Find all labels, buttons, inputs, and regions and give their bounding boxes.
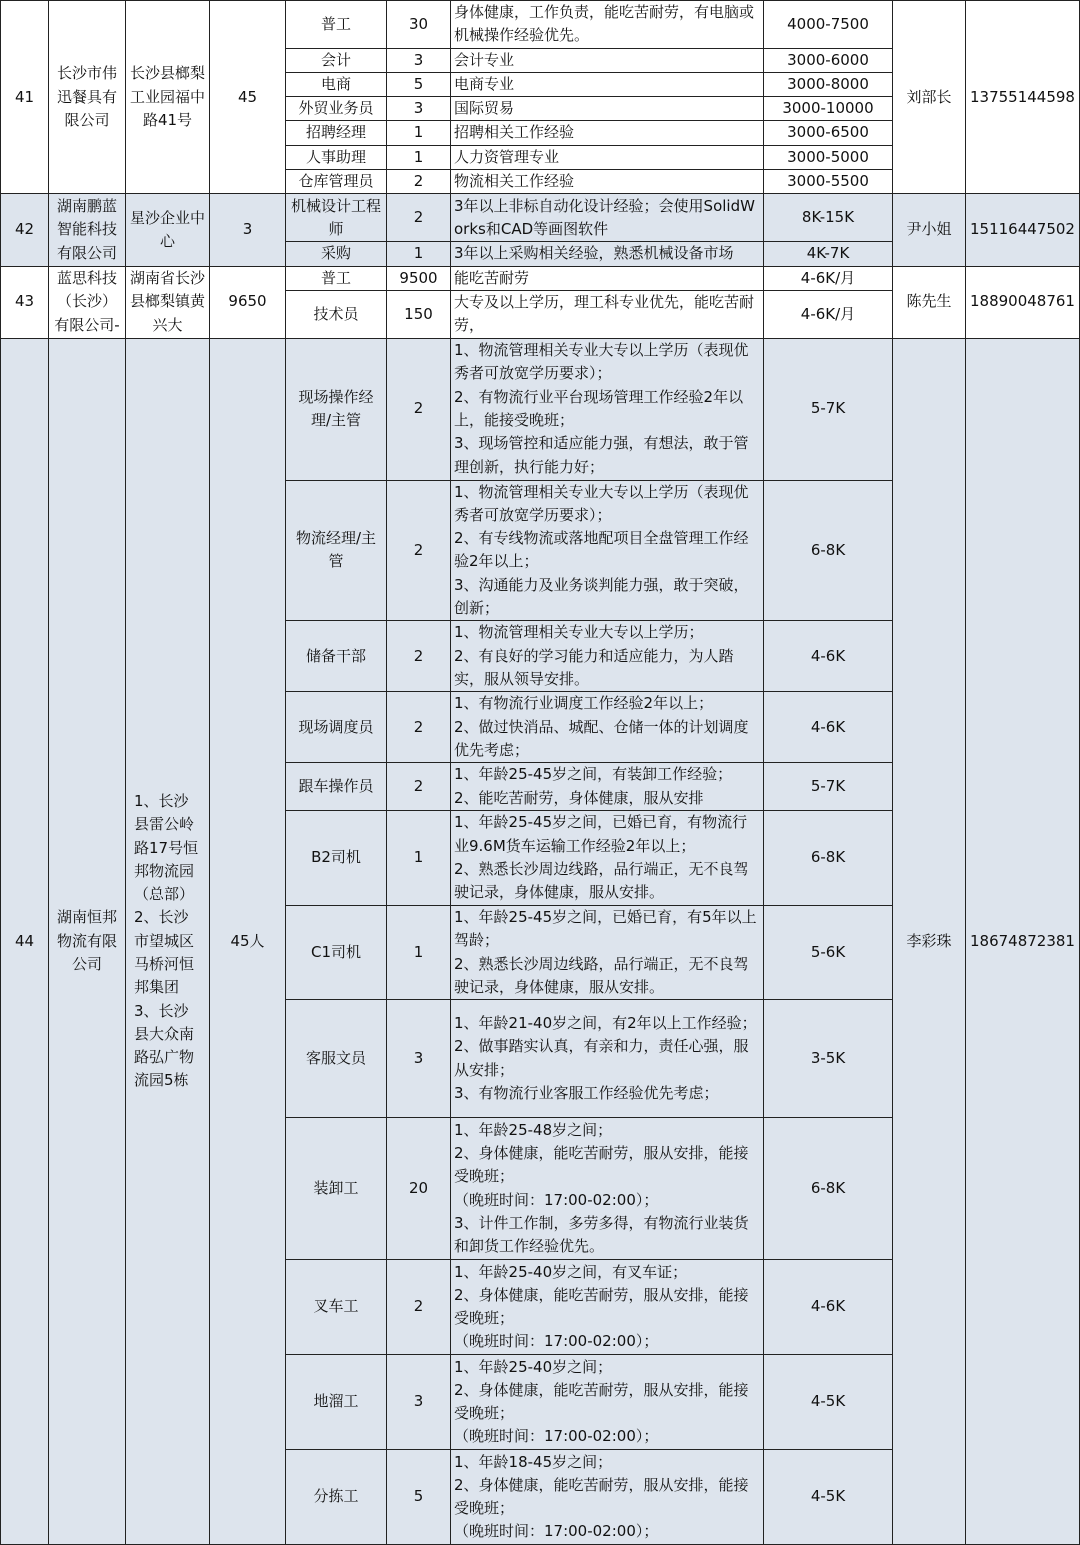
job-title: 采购	[286, 242, 387, 266]
contact-person: 尹小姐	[893, 194, 966, 266]
job-salary: 4-5K	[764, 1355, 893, 1450]
job-requirements: 1、年龄25-40岁之间，有叉车证； 2、身体健康，能吃苦耐劳，服从安排，能接受晚班； （晚班时间：17:00-02:00）；	[451, 1260, 764, 1355]
job-title: 会计	[286, 48, 387, 72]
job-salary: 4K-7K	[764, 242, 893, 266]
job-count: 150	[387, 290, 451, 338]
job-requirements: 1、物流管理相关专业大专以上学历； 2、有良好的学习能力和适应能力，为人踏实，服从领导安排。	[451, 621, 764, 692]
company-group-41	[1, 1, 1080, 194]
job-count: 3	[387, 48, 451, 72]
total-headcount: 45人	[210, 338, 286, 1545]
job-title: 地溜工	[286, 1355, 387, 1450]
job-requirements: 电商专业	[451, 72, 764, 96]
job-salary: 3000-6500	[764, 121, 893, 145]
contact-person: 陈先生	[893, 266, 966, 338]
job-title: B2司机	[286, 810, 387, 905]
contact-phone: 18674872381	[966, 338, 1080, 1545]
job-requirements: 招聘相关工作经验	[451, 121, 764, 145]
job-count: 2	[387, 692, 451, 763]
job-requirements: 1、年龄21-40岁之间，有2年以上工作经验； 2、做事踏实认真，有亲和力，责任心强，服从安排； 3、有物流行业客服工作经验优先考虑；	[451, 1000, 764, 1118]
job-salary: 4-5K	[764, 1450, 893, 1545]
job-salary: 4000-7500	[764, 1, 893, 49]
job-title: 仓库管理员	[286, 170, 387, 194]
company-name: 长沙市伟迅餐具有限公司	[49, 1, 126, 194]
job-title: 分拣工	[286, 1450, 387, 1545]
job-count: 9500	[387, 266, 451, 290]
job-count: 1	[387, 121, 451, 145]
job-title: C1司机	[286, 905, 387, 999]
job-count: 2	[387, 338, 451, 480]
job-title: 人事助理	[286, 145, 387, 169]
job-count: 1	[387, 810, 451, 905]
job-count: 20	[387, 1118, 451, 1260]
contact-phone: 15116447502	[966, 194, 1080, 266]
total-headcount: 9650	[210, 266, 286, 338]
job-salary: 6-8K	[764, 1118, 893, 1260]
job-requirements: 1、年龄25-45岁之间，已婚已育，有5年以上驾龄； 2、熟悉长沙周边线路，品行端正，无不良驾驶记录，身体健康，服从安排。	[451, 905, 764, 999]
company-number: 43	[1, 266, 49, 338]
job-requirements: 大专及以上学历，理工科专业优先，能吃苦耐劳，	[451, 290, 764, 338]
company-number: 41	[1, 1, 49, 194]
job-requirements: 物流相关工作经验	[451, 170, 764, 194]
job-count: 30	[387, 1, 451, 49]
company-address: 1、长沙县雷公岭路17号恒邦物流园（总部） 2、长沙市望城区马桥河恒邦集团 3、长沙县大众南路弘广物流园5栋	[126, 338, 210, 1545]
contact-phone: 18890048761	[966, 266, 1080, 338]
company-group-43	[1, 266, 1080, 338]
job-title: 技术员	[286, 290, 387, 338]
job-count: 2	[387, 170, 451, 194]
job-title: 客服文员	[286, 1000, 387, 1118]
contact-phone: 13755144598	[966, 1, 1080, 194]
job-count: 1	[387, 242, 451, 266]
job-requirements: 1、年龄25-40岁之间； 2、身体健康，能吃苦耐劳，服从安排，能接受晚班； （晚班时间：17:00-02:00）；	[451, 1355, 764, 1450]
job-count: 1	[387, 905, 451, 999]
job-requirements: 1、年龄18-45岁之间； 2、身体健康，能吃苦耐劳，服从安排，能接受晚班； （晚班时间：17:00-02:00）；	[451, 1450, 764, 1545]
job-title: 储备干部	[286, 621, 387, 692]
job-requirements: 能吃苦耐劳	[451, 266, 764, 290]
job-salary: 4-6K/月	[764, 290, 893, 338]
job-requirements: 3年以上非标自动化设计经验；会使用SolidWorks和CAD等画图软件	[451, 194, 764, 242]
job-title: 现场调度员	[286, 692, 387, 763]
total-headcount: 45	[210, 1, 286, 194]
job-title: 机械设计工程师	[286, 194, 387, 242]
job-salary: 3-5K	[764, 1000, 893, 1118]
company-number: 44	[1, 338, 49, 1545]
job-requirements: 1、有物流行业调度工作经验2年以上； 2、做过快消品、城配、仓储一体的计划调度优先考虑；	[451, 692, 764, 763]
contact-person: 李彩珠	[893, 338, 966, 1545]
job-salary: 4-6K	[764, 692, 893, 763]
job-title: 普工	[286, 1, 387, 49]
job-requirements: 1、年龄25-48岁之间； 2、身体健康，能吃苦耐劳，服从安排，能接受晚班； （晚班时间：17:00-02:00）； 3、计件工作制，多劳多得，有物流行业装货和卸货工作经验优先。	[451, 1118, 764, 1260]
company-address: 湖南省长沙县榔梨镇黄兴大	[126, 266, 210, 338]
job-requirements: 身体健康，工作负责，能吃苦耐劳，有电脑或机械操作经验优先。	[451, 1, 764, 49]
company-number: 42	[1, 194, 49, 266]
total-headcount: 3	[210, 194, 286, 266]
job-salary: 4-6K/月	[764, 266, 893, 290]
job-title: 招聘经理	[286, 121, 387, 145]
job-title: 现场操作经理/主管	[286, 338, 387, 480]
job-count: 5	[387, 72, 451, 96]
company-name: 湖南恒邦物流有限公司	[49, 338, 126, 1545]
job-salary: 6-8K	[764, 480, 893, 621]
job-title: 外贸业务员	[286, 97, 387, 121]
job-count: 3	[387, 1355, 451, 1450]
contact-person: 刘部长	[893, 1, 966, 194]
job-title: 电商	[286, 72, 387, 96]
job-requirements: 国际贸易	[451, 97, 764, 121]
job-salary: 3000-5000	[764, 145, 893, 169]
table-row	[1, 194, 1080, 242]
job-count: 2	[387, 1260, 451, 1355]
table-row	[1, 1, 1080, 49]
job-count: 3	[387, 97, 451, 121]
job-salary: 6-8K	[764, 810, 893, 905]
company-address: 星沙企业中心	[126, 194, 210, 266]
job-title: 物流经理/主管	[286, 480, 387, 621]
job-count: 3	[387, 1000, 451, 1118]
job-salary: 5-7K	[764, 338, 893, 480]
company-name: 湖南鹏蓝智能科技有限公司	[49, 194, 126, 266]
company-address: 长沙县榔梨工业园福中路41号	[126, 1, 210, 194]
job-title: 跟车操作员	[286, 763, 387, 811]
job-salary: 8K-15K	[764, 194, 893, 242]
job-requirements: 会计专业	[451, 48, 764, 72]
company-group-44	[1, 338, 1080, 1545]
job-count: 2	[387, 480, 451, 621]
job-salary: 3000-5500	[764, 170, 893, 194]
job-salary: 4-6K	[764, 621, 893, 692]
job-count: 1	[387, 145, 451, 169]
job-title: 装卸工	[286, 1118, 387, 1260]
job-requirements: 1、物流管理相关专业大专以上学历（表现优秀者可放宽学历要求）； 2、有专线物流或落地配项目全盘管理工作经验2年以上； 3、沟通能力及业务谈判能力强，敢于突破，创新；	[451, 480, 764, 621]
job-salary: 5-7K	[764, 763, 893, 811]
table-row	[1, 338, 1080, 480]
job-salary: 4-6K	[764, 1260, 893, 1355]
job-count: 2	[387, 763, 451, 811]
job-salary: 3000-10000	[764, 97, 893, 121]
job-salary: 3000-8000	[764, 72, 893, 96]
job-requirements: 人力资管理专业	[451, 145, 764, 169]
company-group-42	[1, 194, 1080, 266]
job-requirements: 1、年龄25-45岁之间，已婚已育，有物流行业9.6M货车运输工作经验2年以上； 2、熟悉长沙周边线路，品行端正，无不良驾驶记录，身体健康，服从安排。	[451, 810, 764, 905]
company-name: 蓝思科技（长沙）有限公司-	[49, 266, 126, 338]
table-row	[1, 266, 1080, 290]
job-salary: 3000-6000	[764, 48, 893, 72]
job-title: 普工	[286, 266, 387, 290]
job-requirements: 1、物流管理相关专业大专以上学历（表现优秀者可放宽学历要求）； 2、有物流行业平台现场管理工作经验2年以上，能接受晚班； 3、现场管控和适应能力强，有想法，敢于管理创新，执行能力好；	[451, 338, 764, 480]
job-requirements: 1、年龄25-45岁之间，有装卸工作经验； 2、能吃苦耐劳，身体健康，服从安排	[451, 763, 764, 811]
job-count: 2	[387, 194, 451, 242]
job-requirements: 3年以上采购相关经验，熟悉机械设备市场	[451, 242, 764, 266]
job-salary: 5-6K	[764, 905, 893, 999]
job-title: 叉车工	[286, 1260, 387, 1355]
job-count: 5	[387, 1450, 451, 1545]
job-count: 2	[387, 621, 451, 692]
